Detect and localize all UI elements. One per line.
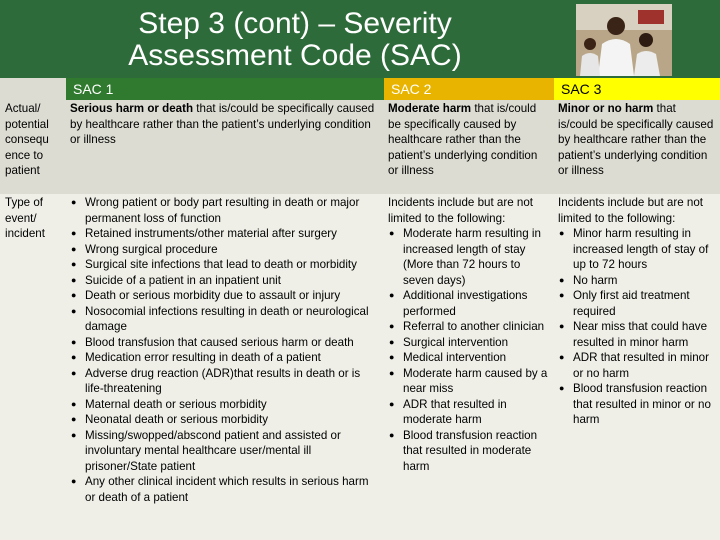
title-banner: [0, 0, 720, 78]
sac1-incident-item: ● Death or serious morbidity due to assault or injury: [70, 288, 376, 304]
sac2-incident-item: ● Moderate harm resulting in increased length of stay (More than 72 hours to seven days): [388, 226, 548, 288]
sac3-incident-item: ● ADR that resulted in minor or no harm: [558, 350, 714, 381]
incidents-sac1: [66, 194, 384, 540]
consequence-sac2-emphasis: Moderate harm: [388, 102, 472, 115]
sac2-incident-item: ● Blood transfusion reaction that resulted in moderate harm: [388, 428, 548, 475]
photo-healthcare-worker-with-patients-icon: [576, 4, 672, 76]
consequence-sac3: [554, 100, 720, 194]
sac1-incident-item: ● Maternal death or serious morbidity: [70, 397, 376, 413]
sac3-incident-item: ● Minor harm resulting in increased length of stay of up to 72 hours: [558, 226, 714, 273]
consequence-sac1-text: that is/could be specifically caused by healthcare rather than the patient’s underlying condition or illness: [70, 102, 375, 146]
consequence-sac2-text: that is/could be specifically caused by healthcare rather than the patient’s underlying condition or illness: [388, 102, 538, 177]
sac3-incident-item: ● Near miss that could have resulted in minor harm: [558, 319, 714, 350]
corner-cell: [0, 78, 66, 100]
sac1-incident-item: ● Wrong patient or body part resulting in death or major permanent loss of function: [70, 195, 376, 226]
sac1-incident-item: ● Neonatal death or serious morbidity: [70, 412, 376, 428]
sac1-incident-item: ● Medication error resulting in death of a patient: [70, 350, 376, 366]
sac1-incident-item: ● Blood transfusion that caused serious harm or death: [70, 335, 376, 351]
header-photo: [576, 4, 672, 76]
sac3-incident-item: ● Blood transfusion reaction that resulted in minor or no harm: [558, 381, 714, 428]
sac2-incident-item: ● Medical intervention: [388, 350, 548, 366]
page-title: Step 3 (cont) – Severity Assessment Code (SAC): [128, 7, 462, 72]
incidents-sac2: [384, 194, 554, 540]
row-label-incident: Type of event/ incident: [0, 194, 66, 540]
column-header-sac2: SAC 2: [384, 78, 554, 100]
sac1-incident-item: ● Any other clinical incident which results in serious harm or death of a patient: [70, 474, 376, 505]
sac3-incident-item: ● Only first aid treatment required: [558, 288, 714, 319]
sac1-incident-item: ● Adverse drug reaction (ADR)that results in death or is life-threatening: [70, 366, 376, 397]
sac3-intro: Incidents include but are not limited to the following:: [558, 196, 704, 225]
column-header-sac3: SAC 3: [554, 78, 720, 100]
column-header-sac1: SAC 1: [66, 78, 384, 100]
sac1-incident-item: ● Wrong surgical procedure: [70, 242, 376, 258]
sac1-incident-item: ● Missing/swopped/abscond patient and assisted or involuntary mental healthcare user/mental ill prisoner/State patient: [70, 428, 376, 475]
incidents-sac3: [554, 194, 720, 540]
sac2-incident-item: ● Moderate harm caused by a near miss: [388, 366, 548, 397]
sac3-incident-list: [558, 226, 714, 428]
sac2-incident-item: ● ADR that resulted in moderate harm: [388, 397, 548, 428]
sac2-incident-item: ● Referral to another clinician: [388, 319, 548, 335]
sac1-incident-item: ● Surgical site infections that lead to death or morbidity: [70, 257, 376, 273]
consequence-sac3-emphasis: Minor or no harm: [558, 102, 654, 115]
sac1-incident-list: [70, 195, 376, 505]
sac1-incident-item: ● Retained instruments/other material after surgery: [70, 226, 376, 242]
sac2-incident-list: [388, 226, 548, 474]
sac2-incident-item: ● Surgical intervention: [388, 335, 548, 351]
row-label-consequence: Actual/ potential consequ ence to patient: [0, 100, 66, 194]
consequence-sac1-emphasis: Serious harm or death: [70, 102, 194, 115]
consequence-sac3-text: that is/could be specifically caused by healthcare rather than the patient’s underlying condition or illness: [558, 102, 714, 177]
sac2-incident-item: ● Additional investigations performed: [388, 288, 548, 319]
consequence-sac2: [384, 100, 554, 194]
sac1-incident-item: ● Nosocomial infections resulting in death or neurological damage: [70, 304, 376, 335]
sac-table: [0, 78, 720, 540]
sac1-incident-item: ● Suicide of a patient in an inpatient unit: [70, 273, 376, 289]
sac2-intro: Incidents include but are not limited to the following:: [388, 196, 534, 225]
consequence-sac1: [66, 100, 384, 194]
sac3-incident-item: ● No harm: [558, 273, 714, 289]
